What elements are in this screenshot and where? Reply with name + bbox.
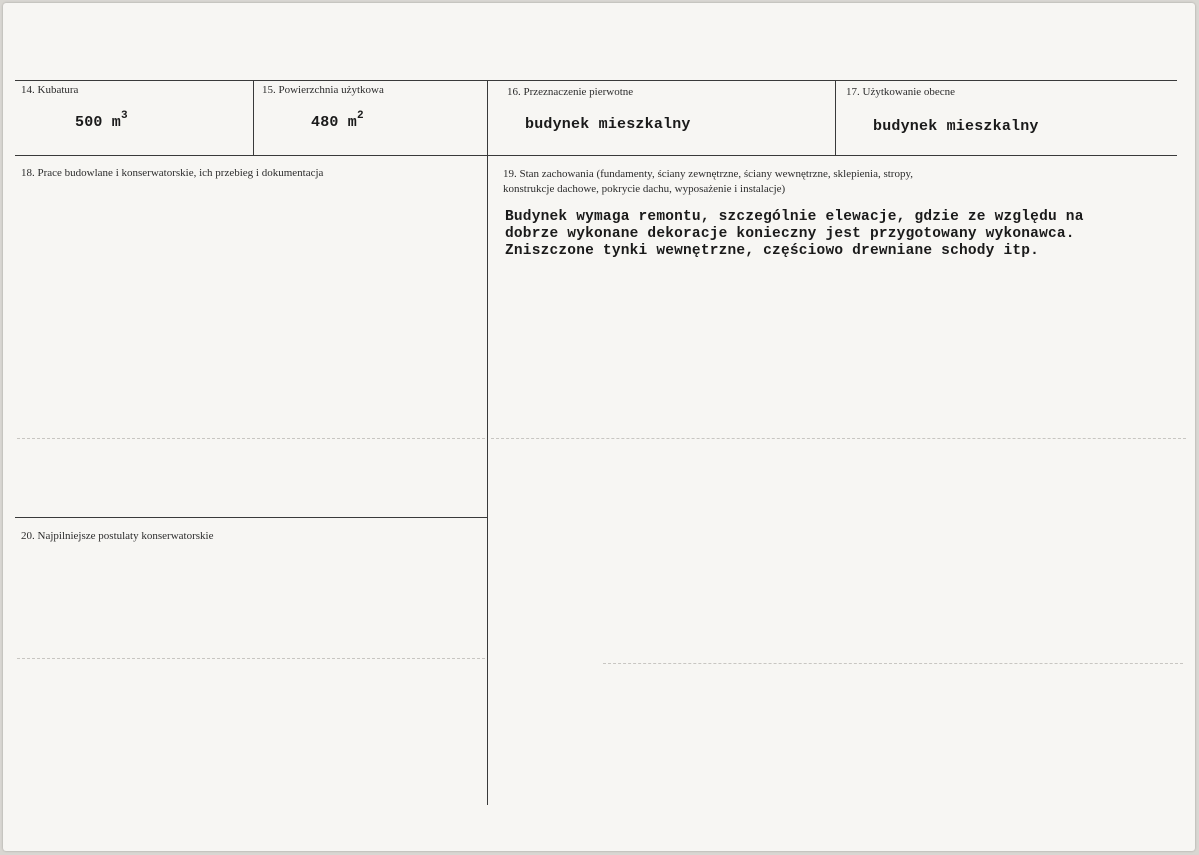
record-card <box>3 3 1195 851</box>
divider-14-15 <box>253 80 254 155</box>
top-rule <box>15 80 1177 81</box>
field-14-value-text: 500 m <box>75 114 122 131</box>
field-20-label: 20. Najpilniejsze postulaty konserwatorskie <box>21 530 214 542</box>
guide-line <box>17 658 485 659</box>
field-15-value-text: 480 m <box>311 114 358 131</box>
field-14-value <box>75 110 128 131</box>
field-14-label: 14. Kubatura <box>21 84 79 96</box>
field-19-text-line-2: dobrze wykonane dekoracje konieczny jest przygotowany wykonawca. <box>505 226 1075 242</box>
field-15-exponent: 2 <box>357 110 364 122</box>
field-15-value <box>311 110 364 131</box>
main-vertical-divider <box>487 80 488 805</box>
field-14-exponent: 3 <box>121 110 128 122</box>
field-19-text-line-1: Budynek wymaga remontu, szczególnie elewacje, gdzie ze względu na <box>505 209 1084 225</box>
field-16-value: budynek mieszkalny <box>525 116 691 133</box>
field-19-label-line1: 19. Stan zachowania (fundamenty, ściany zewnętrzne, ściany wewnętrzne, sklepienia, stropy, <box>503 168 914 180</box>
field-19-text-line-3: Zniszczone tynki wewnętrzne, częściowo drewniane schody itp. <box>505 243 1040 259</box>
guide-line <box>603 663 1183 664</box>
field-17-label: 17. Użytkowanie obecne <box>846 86 956 98</box>
guide-line <box>17 438 485 439</box>
field-19-label-line2: konstrukcje dachowe, pokrycie dachu, wyposażenie i instalacje) <box>503 183 786 195</box>
row1-bottom-rule <box>15 155 1177 156</box>
field-18-label: 18. Prace budowlane i konserwatorskie, ich przebieg i dokumentacja <box>21 167 324 179</box>
field-15-label: 15. Powierzchnia użytkowa <box>262 84 384 96</box>
field-16-label: 16. Przeznaczenie pierwotne <box>507 86 634 98</box>
divider-16-17 <box>835 80 836 155</box>
box18-bottom-rule <box>15 517 487 518</box>
guide-line <box>491 438 1186 439</box>
field-17-value: budynek mieszkalny <box>873 118 1039 135</box>
